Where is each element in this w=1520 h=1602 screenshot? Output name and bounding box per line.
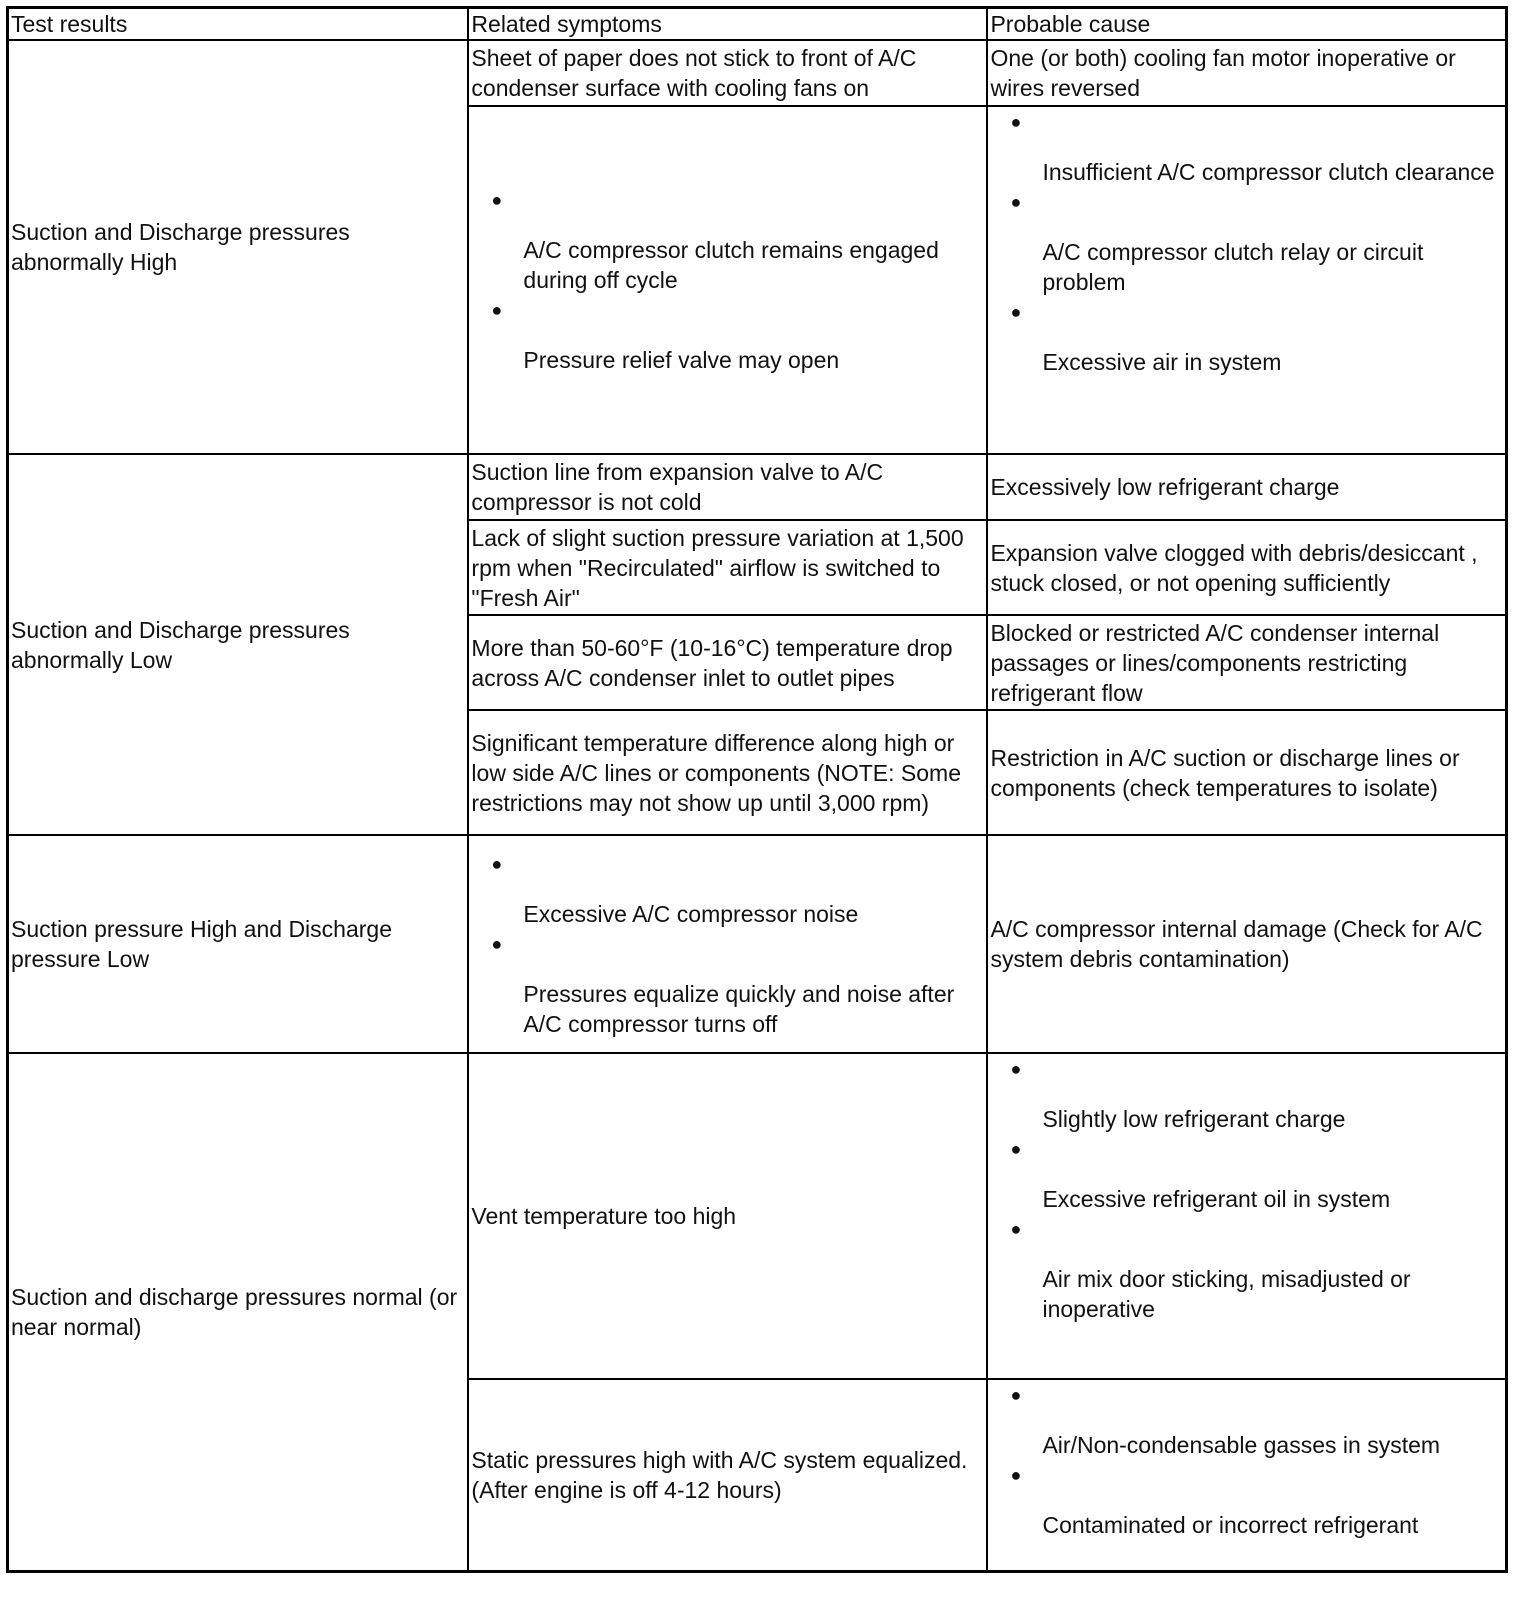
list-item: ● A/C compressor clutch relay or circuit problem xyxy=(990,187,1505,297)
cause-cell xyxy=(987,1379,1506,1571)
list-item: ● Air/Non-condensable gasses in system xyxy=(990,1380,1505,1460)
list-item: ● Slightly low refrigerant charge xyxy=(990,1054,1505,1134)
cause-cell: Restriction in A/C suction or discharge lines or components (check temperatures to isolate) xyxy=(987,710,1506,835)
test-result-cell: Suction and Discharge pressures abnormally High xyxy=(8,40,469,454)
cause-cell: Excessively low refrigerant charge xyxy=(987,454,1506,520)
header-test-results: Test results xyxy=(8,8,469,41)
header-row xyxy=(8,8,1507,41)
list-item: ● Excessive air in system xyxy=(990,297,1505,377)
header-probable-cause: Probable cause xyxy=(987,8,1506,41)
cause-bullet-list xyxy=(990,1380,1505,1540)
symptom-cell: Static pressures high with A/C system equalized. (After engine is off 4-12 hours) xyxy=(468,1379,987,1571)
cause-cell: A/C compressor internal damage (Check for A/C system debris contamination) xyxy=(987,835,1506,1053)
symptom-cell: Vent temperature too high xyxy=(468,1053,987,1379)
symptom-cell: More than 50-60°F (10-16°C) temperature drop across A/C condenser inlet to outlet pipes xyxy=(468,615,987,710)
symptom-cell: Lack of slight suction pressure variation at 1,500 rpm when "Recirculated" airflow is switched to "Fresh Air" xyxy=(468,520,987,615)
list-item: ● Contaminated or incorrect refrigerant xyxy=(990,1460,1505,1540)
cause-cell: One (or both) cooling fan motor inoperative or wires reversed xyxy=(987,40,1506,106)
symptom-bullet-list xyxy=(471,849,986,1039)
table-row xyxy=(8,454,1507,520)
table-row xyxy=(8,1053,1507,1379)
cause-cell: Expansion valve clogged with debris/desiccant , stuck closed, or not opening sufficiently xyxy=(987,520,1506,615)
cause-cell xyxy=(987,1053,1506,1379)
symptom-bullet-list xyxy=(471,185,986,375)
header-related-symptoms: Related symptoms xyxy=(468,8,987,41)
diagnosis-table xyxy=(6,6,1508,1573)
table-row xyxy=(8,40,1507,106)
list-item: ● Insufficient A/C compressor clutch clearance xyxy=(990,107,1505,187)
list-item: ● Pressure relief valve may open xyxy=(471,295,986,375)
test-result-cell: Suction and discharge pressures normal (or near normal) xyxy=(8,1053,469,1571)
list-item: ● Excessive A/C compressor noise xyxy=(471,849,986,929)
symptom-cell xyxy=(468,106,987,454)
table-row xyxy=(8,835,1507,1053)
list-item: ● Pressures equalize quickly and noise after A/C compressor turns off xyxy=(471,929,986,1039)
cause-bullet-list xyxy=(990,107,1505,377)
cause-cell xyxy=(987,106,1506,454)
list-item: ● Excessive refrigerant oil in system xyxy=(990,1134,1505,1214)
test-result-cell: Suction pressure High and Discharge pressure Low xyxy=(8,835,469,1053)
symptom-cell: Suction line from expansion valve to A/C compressor is not cold xyxy=(468,454,987,520)
cause-bullet-list xyxy=(990,1054,1505,1324)
list-item: ● Air mix door sticking, misadjusted or inoperative xyxy=(990,1214,1505,1324)
list-item: ● A/C compressor clutch remains engaged during off cycle xyxy=(471,185,986,295)
symptom-cell xyxy=(468,835,987,1053)
symptom-cell: Significant temperature difference along high or low side A/C lines or components (NOTE: Some restrictions may not show up until 3,000 rpm) xyxy=(468,710,987,835)
symptom-cell: Sheet of paper does not stick to front of A/C condenser surface with cooling fans on xyxy=(468,40,987,106)
test-result-cell: Suction and Discharge pressures abnormally Low xyxy=(8,454,469,835)
cause-cell: Blocked or restricted A/C condenser internal passages or lines/components restricting refrigerant flow xyxy=(987,615,1506,710)
